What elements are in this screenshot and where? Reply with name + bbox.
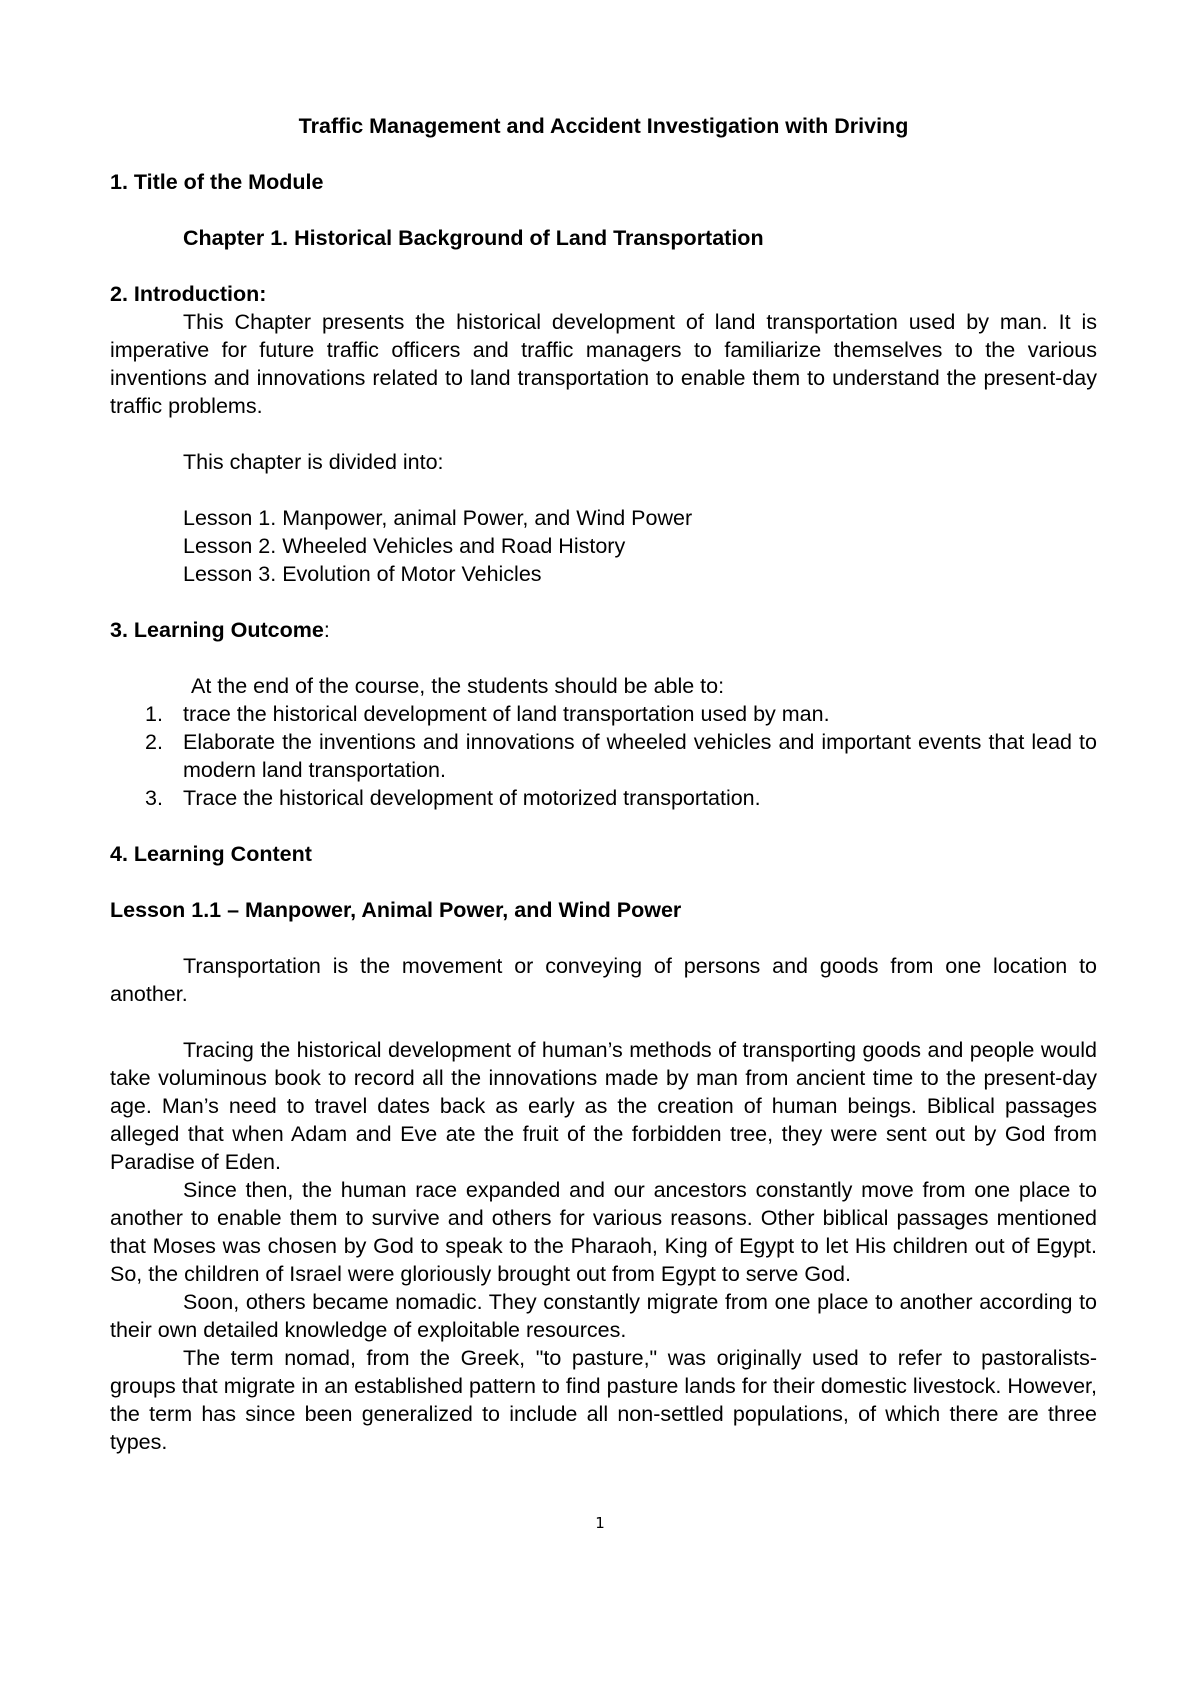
content-paragraph: Soon, others became nomadic. They constantly migrate from one place to another according to their own detailed knowledge of exploitable resources. xyxy=(110,1290,1097,1342)
section-4-heading: 4. Learning Content xyxy=(110,842,312,866)
content-paragraph: Since then, the human race expanded and our ancestors constantly move from one place to another to enable them to survive and others for various reasons. Other biblical passages mentioned that Moses was chosen by God to speak to the Pharaoh, King of Egypt to let His children out of Egypt. So, the children of Israel were gloriously brought out from Egypt to serve God. xyxy=(110,1178,1097,1286)
outcome-text: trace the historical development of land transportation used by man. xyxy=(183,702,830,726)
document-title: Traffic Management and Accident Investigation with Driving xyxy=(298,114,909,138)
outcome-text: Elaborate the inventions and innovations of wheeled vehicles and important events that lead to modern land transportation. xyxy=(183,730,1097,782)
section-3-heading xyxy=(110,616,1097,644)
outcome-text: Trace the historical development of motorized transportation. xyxy=(183,786,761,810)
outcome-item xyxy=(110,700,1097,728)
section-3-heading-text: 3. Learning Outcome xyxy=(110,618,324,642)
section-1-heading: 1. Title of the Module xyxy=(110,170,324,194)
content-paragraph: Transportation is the movement or conveying of persons and goods from one location to another. xyxy=(110,954,1097,1006)
lesson-list-item: Lesson 2. Wheeled Vehicles and Road History xyxy=(183,534,626,558)
page-content xyxy=(110,112,1097,1456)
chapter-title: Chapter 1. Historical Background of Land Transportation xyxy=(183,226,764,250)
lesson-list xyxy=(183,504,1097,588)
content-paragraph: The term nomad, from the Greek, "to pasture," was originally used to refer to pastoralists-groups that migrate in an established pattern to find pasture lands for their domestic livestock. However, the term has since been generalized to include all non-settled populations, of which there are three types. xyxy=(110,1346,1097,1454)
section-3-heading-colon: : xyxy=(323,618,330,642)
outcome-number: 2. xyxy=(145,730,163,754)
divided-into-text: This chapter is divided into: xyxy=(183,450,444,474)
outcome-number: 3. xyxy=(145,786,163,810)
lesson-list-item: Lesson 3. Evolution of Motor Vehicles xyxy=(183,562,542,586)
outcome-number: 1. xyxy=(145,702,163,726)
outcome-item xyxy=(110,784,1097,812)
page-number: 1 xyxy=(595,1514,605,1532)
section-2-heading: 2. Introduction: xyxy=(110,282,267,306)
introduction-paragraph: This Chapter presents the historical development of land transportation used by man. It is imperative for future traffic officers and traffic managers to familiarize themselves to the various inventions and innovations related to land transportation to enable them to understand the present-day traffic problems. xyxy=(110,310,1097,418)
content-paragraph: Tracing the historical development of human’s methods of transporting goods and people would take voluminous book to record all the innovations made by man from ancient time to the present-day age. Man’s need to travel dates back as early as the creation of human beings. Biblical passages alleged that when Adam and Eve ate the fruit of the forbidden tree, they were sent out by God from Paradise of Eden. xyxy=(110,1038,1097,1174)
lesson-list-item: Lesson 1. Manpower, animal Power, and Wind Power xyxy=(183,506,693,530)
outcome-item xyxy=(110,728,1097,784)
outcomes-list xyxy=(110,700,1097,812)
outcome-lead: At the end of the course, the students should be able to: xyxy=(191,674,725,698)
lesson-heading: Lesson 1.1 – Manpower, Animal Power, and Wind Power xyxy=(110,898,682,922)
